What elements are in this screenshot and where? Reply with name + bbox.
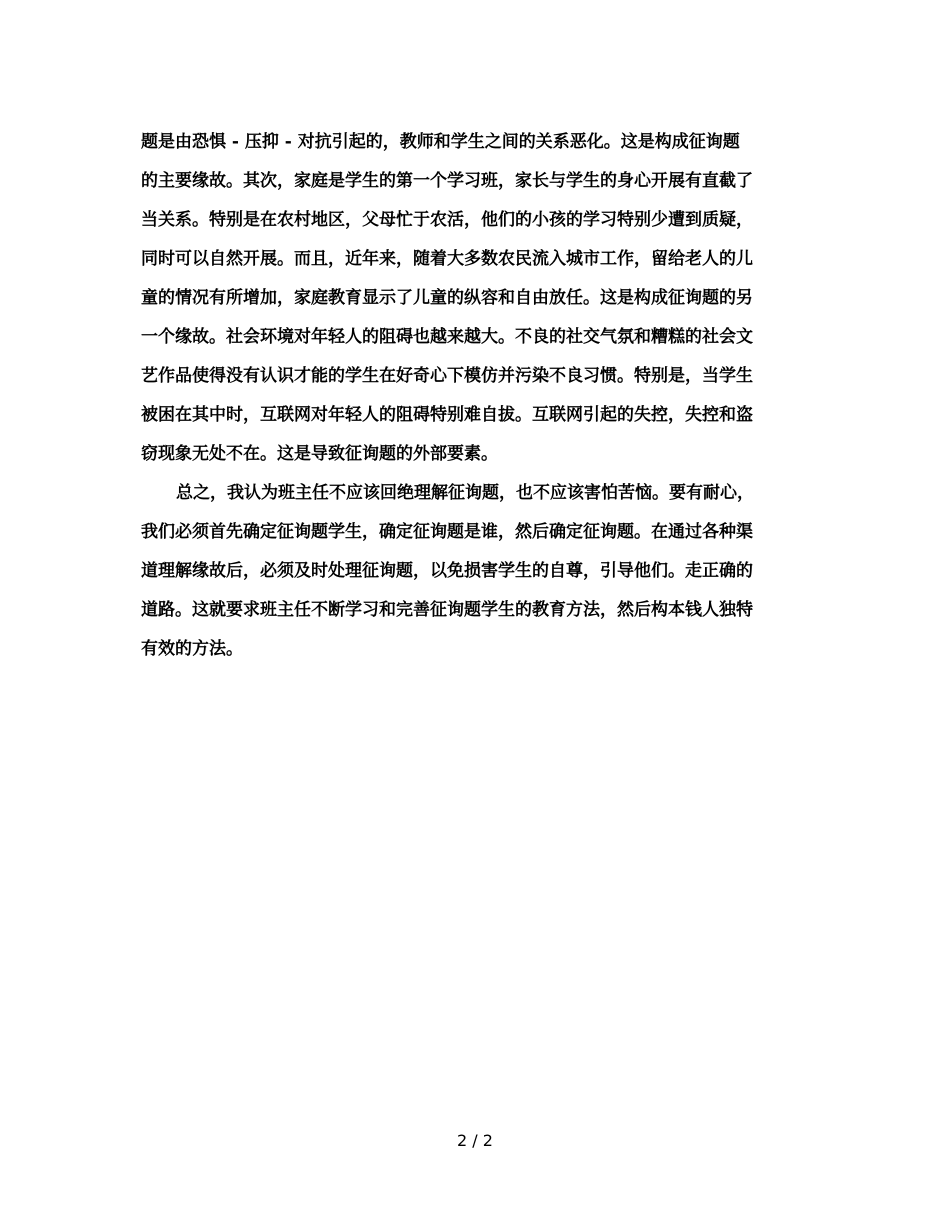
text-line: 题是由恐惧 - 压抑 - 对抗引起的，教师和学生之间的关系恶化。这是构成征询题 bbox=[141, 132, 740, 152]
text-line: 道理解缘故后，必须及时处理征询题，以免损害学生的自尊，引导他们。走正确的 bbox=[141, 561, 753, 581]
text-line: 我们必须首先确定征询题学生，确定征询题是谁，然后确定征询题。在通过各种渠 bbox=[141, 522, 753, 542]
text-line: 的主要缘故。其次，家庭是学生的第一个学习班，家长与学生的身心开展有直截了 bbox=[141, 171, 753, 191]
text-line: 一个缘故。社会环境对年轻人的阻碍也越来越大。不良的社交气氛和糟糕的社会文 bbox=[141, 327, 753, 347]
body-text bbox=[141, 123, 813, 669]
page-number: 2 / 2 bbox=[457, 1131, 493, 1150]
text-line: 窃现象无处不在。这是导致征询题的外部要素。 bbox=[141, 444, 498, 464]
text-line: 总之，我认为班主任不应该回绝理解征询题，也不应该害怕苦恼。要有耐心， bbox=[176, 483, 754, 503]
paragraph-2 bbox=[141, 474, 813, 669]
text-line: 童的情况有所增加，家庭教育显示了儿童的纵容和自由放任。这是构成征询题的另 bbox=[141, 288, 753, 308]
text-line: 被困在其中时，互联网对年轻人的阻碍特别难自拔。互联网引起的失控，失控和盗 bbox=[141, 405, 753, 425]
text-line: 当关系。特别是在农村地区，父母忙于农活，他们的小孩的学习特别少遭到质疑， bbox=[141, 210, 753, 230]
text-line: 道路。这就要求班主任不断学习和完善征询题学生的教育方法，然后构本钱人独特 bbox=[141, 600, 753, 620]
text-line: 有效的方法。 bbox=[141, 639, 243, 659]
text-line: 同时可以自然开展。而且，近年来，随着大多数农民流入城市工作，留给老人的儿 bbox=[141, 249, 753, 269]
paragraph-1 bbox=[141, 123, 813, 474]
text-line: 艺作品使得没有认识才能的学生在好奇心下模仿并污染不良习惯。特别是，当学生 bbox=[141, 366, 753, 386]
